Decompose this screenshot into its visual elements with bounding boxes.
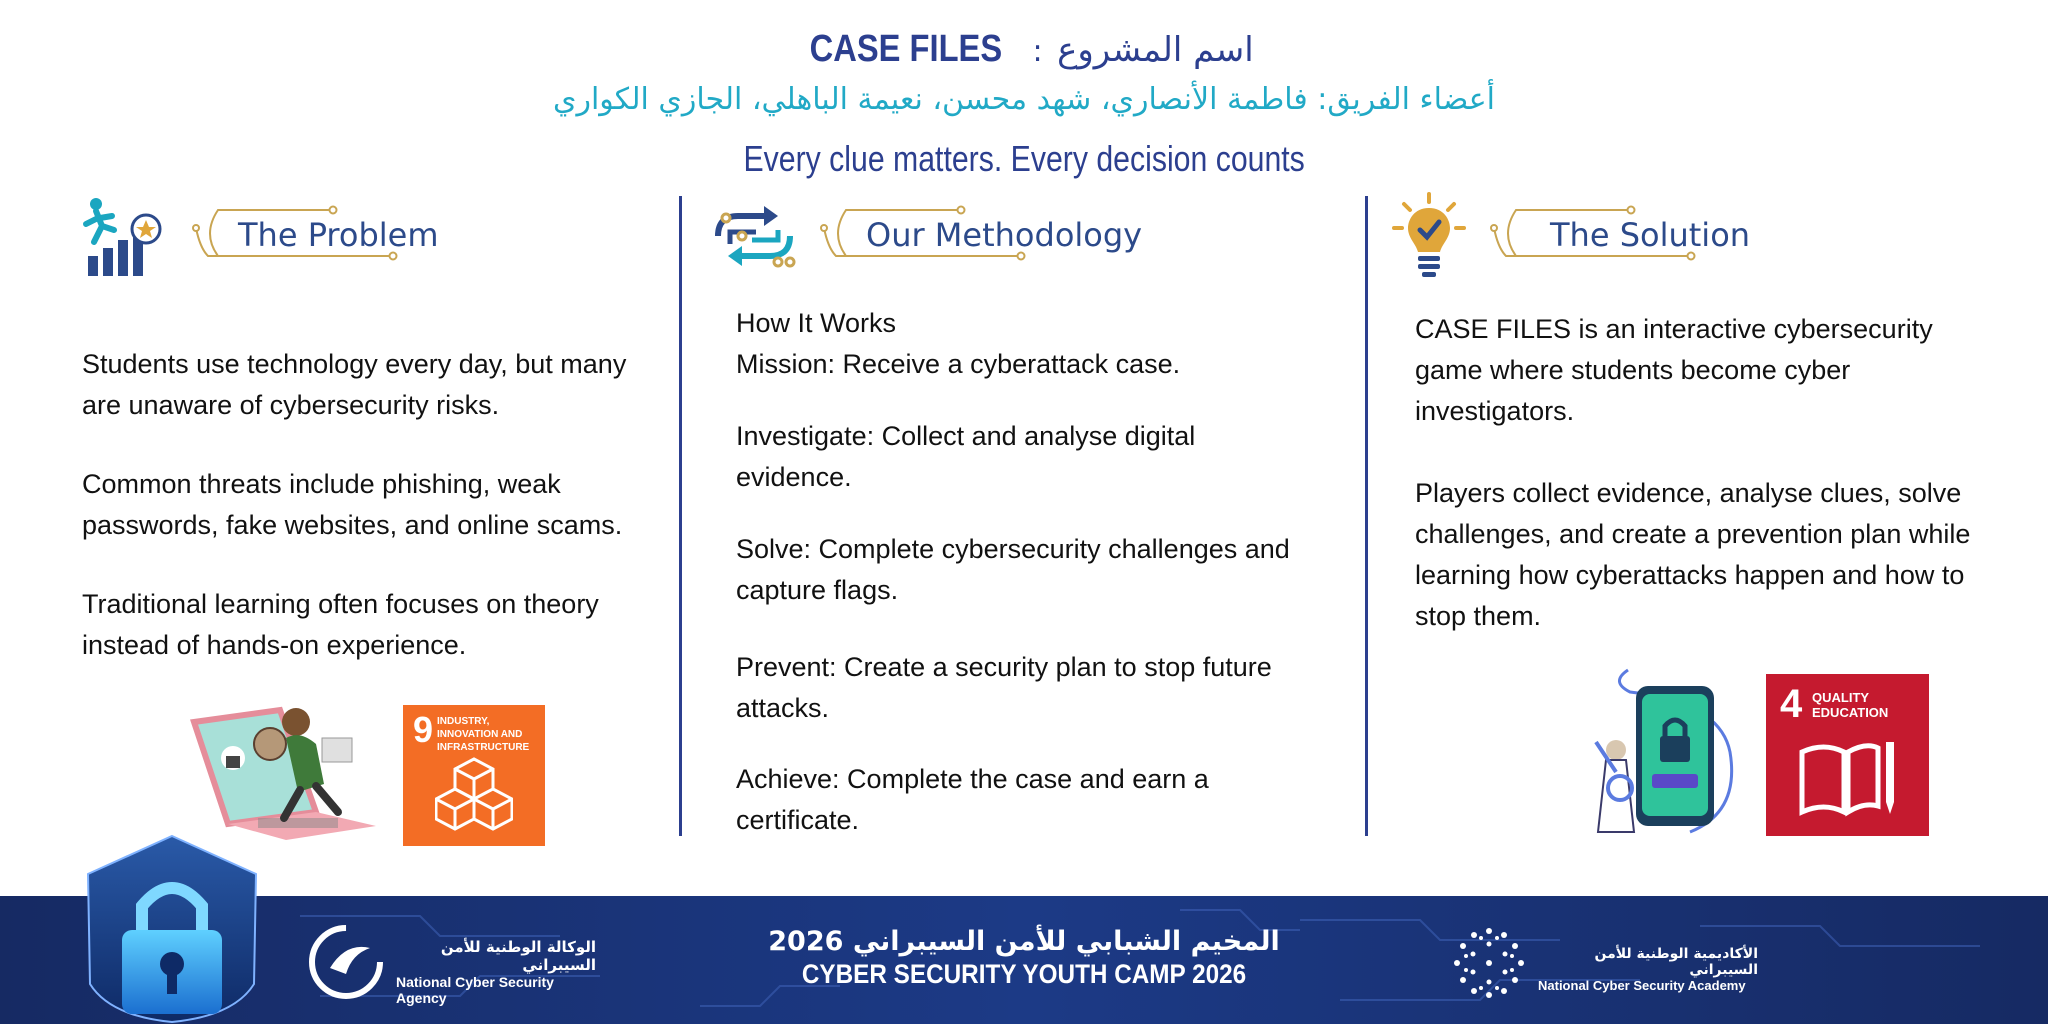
tagline-text: Every clue matters. Every decision counts <box>743 138 1305 179</box>
sdg-9-label: INDUSTRY, INNOVATION AND INFRASTRUCTURE <box>437 716 530 753</box>
sdg-4-badge <box>1766 674 1929 836</box>
methodology-step-prevent: Prevent: Create a security plan to stop future attacks. <box>736 652 1272 723</box>
problem-heading <box>188 200 439 272</box>
sdg-4-label-line-2: EDUCATION <box>1812 705 1889 720</box>
methodology-text <box>736 303 1316 841</box>
solution-text <box>1415 309 1975 637</box>
shield-lock-emblem <box>84 834 260 1024</box>
methodology-intro: How It Works <box>736 308 897 338</box>
column-divider-right <box>1365 196 1368 836</box>
sdg-4-number: 4 <box>1780 682 1803 726</box>
camp-title-arabic: المخيم الشبابي للأمن السيبراني 2026 <box>768 926 1280 957</box>
camp-title-english: CYBER SECURITY YOUTH CAMP 2026 <box>801 959 1247 989</box>
column-divider-left <box>679 196 682 836</box>
sdg-4-label-line-1: QUALITY <box>1812 690 1870 705</box>
sdg-4-label <box>1812 690 1888 720</box>
methodology-step-achieve: Achieve: Complete the case and earn a certificate. <box>736 764 1209 835</box>
cyber-academy-name-arabic: الأكاديمية الوطنية للأمن السيبراني <box>1594 946 1758 978</box>
phone-lock-illustration <box>1580 662 1746 848</box>
methodology-heading-label: Our Methodology <box>866 216 1143 254</box>
solution-heading <box>1486 200 1751 272</box>
footer-banner <box>0 896 2048 1024</box>
project-title-english: CASE FILES <box>809 28 1003 70</box>
cyber-academy-name <box>1538 946 1758 993</box>
project-title <box>0 28 2048 71</box>
problem-paragraph-1: Students use technology every day, but many are unaware of cybersecurity risks. <box>82 349 627 420</box>
cubes-icon <box>435 755 513 839</box>
solution-paragraph-2: Players collect evidence, analyse clues, solve challenges, and create a prevention plan while learning how cyberattacks happen and how to stop them. <box>1415 478 1971 631</box>
title-separator: : <box>1032 34 1043 69</box>
cyber-agency-name-arabic: الوكالة الوطنية للأمن السيبراني <box>440 938 596 974</box>
solution-paragraph-1: CASE FILES is an interactive cybersecurity game where students become cyber investigators. <box>1415 314 1933 426</box>
methodology-step-mission: Mission: Receive a cyberattack case. <box>736 349 1181 379</box>
methodology-step-investigate: Investigate: Collect and analyse digital evidence. <box>736 421 1196 492</box>
methodology-step-solve: Solve: Complete cybersecurity challenges and capture flags. <box>736 534 1290 605</box>
solution-heading-label: The Solution <box>1550 216 1751 254</box>
laptop-thief-illustration <box>188 700 380 848</box>
cycle-arrows-icon <box>712 204 796 270</box>
lightbulb-icon <box>1392 192 1466 282</box>
sdg-9-number: 9 <box>413 709 434 750</box>
cyber-academy-name-english: National Cyber Security Academy <box>1538 978 1746 993</box>
problem-paragraph-2: Common threats include phishing, weak passwords, fake websites, and online scams. <box>82 469 623 540</box>
sdg-9-badge <box>403 705 545 846</box>
cyber-agency-name-english: National Cyber Security Agency <box>396 974 554 1006</box>
methodology-heading <box>816 200 1143 272</box>
cyber-academy-logo <box>1452 926 1526 1000</box>
problem-paragraph-3: Traditional learning often focuses on theory instead of hands-on experience. <box>82 589 599 660</box>
project-title-arabic: اسم المشروع <box>1057 30 1254 70</box>
problem-heading-label: The Problem <box>238 216 439 254</box>
open-book-icon <box>1798 736 1898 820</box>
growth-chart-icon <box>80 196 166 280</box>
team-members: أعضاء الفريق: فاطمة الأنصاري، شهد محسن، نعيمة الباهلي، الجازي الكواري <box>552 82 1496 117</box>
tagline <box>0 138 2048 180</box>
problem-text <box>82 344 672 666</box>
